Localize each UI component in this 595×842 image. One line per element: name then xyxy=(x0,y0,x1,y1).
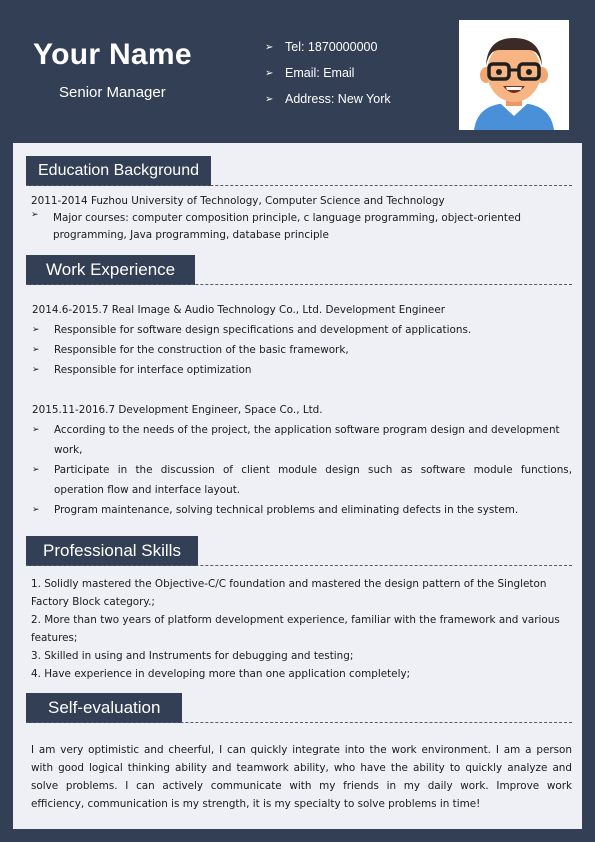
self-evaluation-content xyxy=(26,741,572,813)
skills-line: 4. Have experience in developing more than one application completely; xyxy=(31,668,411,680)
skills-line: features; xyxy=(31,632,78,644)
self-line: I am very optimistic and cheerful, I can quickly integrate into the work environment. I am a person xyxy=(31,744,572,756)
resume-body xyxy=(13,143,582,829)
list-item xyxy=(32,320,572,340)
name-title: Your Name xyxy=(33,38,192,71)
job-2-bullet-1-line-2: work, xyxy=(54,444,83,456)
avatar-illustration-icon xyxy=(459,20,569,130)
job-2-bullet-1-line-1: According to the needs of the project, the application software program design and development xyxy=(54,424,560,436)
contact-phone xyxy=(265,34,391,60)
job-1-header: 2014.6-2015.7 Real Image & Audio Technology Co., Ltd. Development Engineer xyxy=(32,304,445,316)
courses-text xyxy=(53,210,521,244)
self-line: solve problems. I can actively communicate with my friends in my daily work. Improve work xyxy=(31,780,572,792)
job-2-bullet xyxy=(54,420,572,460)
section-title-self-evaluation: Self-evaluation xyxy=(26,693,182,723)
education-content xyxy=(26,193,572,244)
arrow-bullet-icon: ➢ xyxy=(32,365,40,375)
contact-list xyxy=(265,34,391,112)
arrow-bullet-icon: ➢ xyxy=(32,505,40,515)
job-2-bullet-2-line-2: operation flow and interface layout. xyxy=(54,484,241,496)
section-skills xyxy=(26,536,572,683)
list-item xyxy=(32,340,572,360)
courses-line-1: Major courses: computer composition principle, c language programming, object-oriented xyxy=(53,212,521,224)
arrow-bullet-icon: ➢ xyxy=(32,465,40,475)
avatar xyxy=(459,20,569,130)
self-line: efficiency, communication is my strength, it is my specialty to solve problems in time! xyxy=(31,798,481,810)
contact-email-text: Email: Email xyxy=(285,66,355,80)
section-self-evaluation xyxy=(26,693,572,813)
education-line: 2011-2014 Fuzhou University of Technology, Computer Science and Technology xyxy=(31,195,445,207)
contact-address xyxy=(265,86,391,112)
arrow-bullet-icon: ➢ xyxy=(32,345,40,355)
section-title-work: Work Experience xyxy=(26,255,195,285)
self-line: with good logical thinking ability and teamwork ability, who have the ability to quickly analyze and xyxy=(31,762,572,774)
arrow-bullet-icon: ➢ xyxy=(32,425,40,435)
arrow-bullet-icon: ➢ xyxy=(265,67,274,79)
job-1-bullet: Responsible for interface optimization xyxy=(54,364,252,376)
contact-address-text: Address: New York xyxy=(285,92,391,106)
section-divider xyxy=(26,284,572,285)
header xyxy=(0,0,595,143)
list-item xyxy=(32,420,572,460)
arrow-bullet-icon: ➢ xyxy=(265,41,274,53)
list-item xyxy=(32,500,572,520)
arrow-bullet-icon: ➢ xyxy=(32,325,40,335)
job-title: Senior Manager xyxy=(59,84,166,101)
section-title-skills: Professional Skills xyxy=(26,536,198,566)
job-2-bullet-2-line-1: Participate in the discussion of client module design such as software module functions, xyxy=(54,464,572,476)
job-1-bullet: Responsible for the construction of the basic framework, xyxy=(54,344,349,356)
section-work xyxy=(26,255,572,520)
contact-phone-text: Tel: 1870000000 xyxy=(285,40,378,54)
job-1-bullet: Responsible for software design specifications and development of applications. xyxy=(54,324,472,336)
section-title-education: Education Background xyxy=(26,156,211,186)
skills-line: 1. Solidly mastered the Objective-C/C foundation and mastered the design pattern of the Singleton xyxy=(31,578,547,590)
skills-line: 3. Skilled in using and Instruments for debugging and testing; xyxy=(31,650,354,662)
job-2-bullet-3: Program maintenance, solving technical problems and eliminating defects in the system. xyxy=(54,504,519,516)
section-divider xyxy=(26,565,572,566)
arrow-bullet-icon: ➢ xyxy=(265,93,274,105)
section-divider xyxy=(26,185,572,186)
courses-line-2: programming, Java programming, database principle xyxy=(53,229,329,241)
job-2-header: 2015.11-2016.7 Development Engineer, Space Co., Ltd. xyxy=(32,404,323,416)
list-item xyxy=(32,360,572,380)
work-content xyxy=(26,300,572,520)
list-item xyxy=(31,210,572,244)
job-2-bullet xyxy=(54,460,572,500)
skills-content xyxy=(26,575,572,683)
list-item xyxy=(32,460,572,500)
skills-line: Factory Block category.; xyxy=(31,596,155,608)
contact-email xyxy=(265,60,391,86)
section-education xyxy=(26,156,572,244)
skills-line: 2. More than two years of platform development experience, familiar with the framework and various xyxy=(31,614,560,626)
arrow-bullet-icon: ➢ xyxy=(31,210,39,220)
section-divider xyxy=(26,722,572,723)
